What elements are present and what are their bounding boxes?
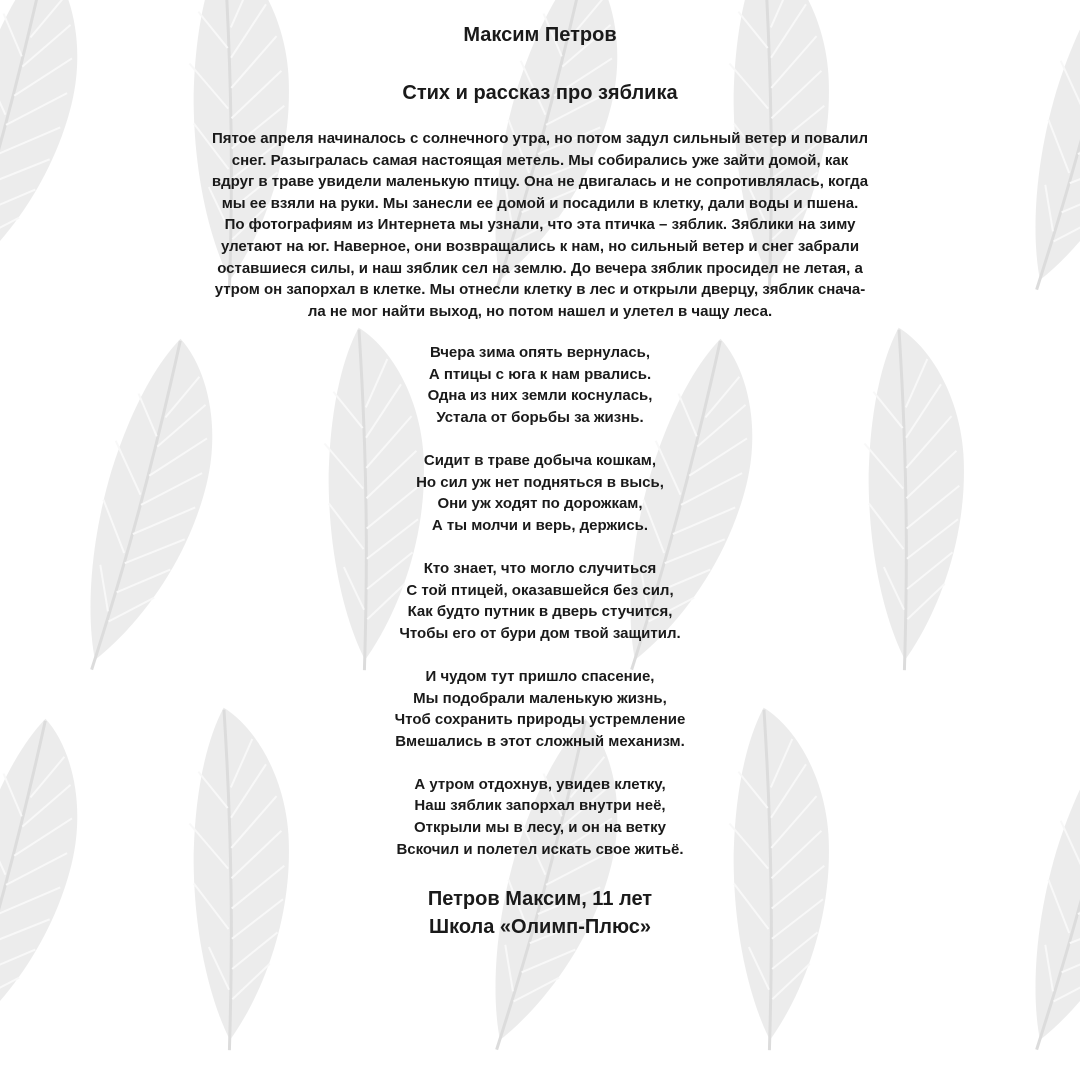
poem-stanza [0,666,1080,752]
poem-stanza [0,450,1080,536]
poem-line: А утром отдохнув, увидев клетку, [414,775,666,793]
signature-author: Петров Максим, 11 лет [427,888,653,910]
poem-line: Чтобы его от бури дом твой защитил. [399,624,681,642]
document-title: Стих и рассказ про зяблика [402,82,678,104]
signature [0,885,1080,941]
poem-stanza [0,774,1080,860]
poem-line: Как будто путник в дверь стучится, [407,603,673,621]
poem-line: А ты молчи и верь, держись. [431,516,649,534]
poem-line: Вскочил и полетел искать свое житьё. [396,840,684,858]
signature-school: Школа «Олимп-Плюс» [428,916,652,938]
poem-line: Вчера зима опять вернулась, [429,344,651,361]
story-paragraph [190,128,890,322]
story-line: Пятое апреля начиналось с солнечного утра, но потом задул сильный ветер и повалил [211,130,869,147]
poem-stanza [0,558,1080,644]
poem [0,342,1080,882]
story-line: мы ее взяли на руки. Мы занесли ее домой и посадили в клетку, дали воды и пшена. [221,194,859,212]
poem-line: Вмешались в этот сложный механизм. [395,732,685,750]
poem-line: Они уж ходят по дорожкам, [437,495,643,513]
story-line: утром он запорхал в клетке. Мы отнесли клетку в лес и открыли дверцу, зяблик снача- [214,281,866,299]
poem-line: Устала от борьбы за жизнь. [436,408,644,426]
poem-line: Одна из них земли коснулась, [427,387,653,405]
poem-line: Наш зяблик запорхал внутри неё, [414,797,666,815]
poem-line: Мы подобрали маленькую жизнь, [413,689,667,707]
poem-line: А птицы с юга к нам рвались. [428,365,652,383]
poem-line: Открыли мы в лесу, и он на ветку [414,819,666,837]
author-name: Максим Петров [463,24,617,46]
story-line: оставшиеся силы, и наш зяблик сел на землю. До вечера зяблик просидел не летая, а [217,259,863,277]
poem-line: Сидит в траве добыча кошкам, [423,451,657,469]
poem-line: Но сил уж нет подняться в высь, [416,473,664,491]
story-line: улетают на юг. Наверное, они возвращались к нам, но сильный ветер и снег забрали [220,237,860,255]
poem-stanza [0,342,1080,428]
poem-line: И чудом тут пришло спасение, [425,667,655,685]
story-line: вдруг в траве увидели маленькую птицу. Она не двигалась и не сопротивлялась, когда [211,173,869,191]
poem-line: С той птицей, оказавшейся без сил, [406,581,674,599]
story-line: По фотографиям из Интернета мы узнали, что эта птичка – зяблик. Зяблики на зиму [224,216,856,234]
story-line: снег. Разыгралась самая настоящая метель. Мы собирались уже зайти домой, как [231,151,849,169]
poem-line: Кто знает, что могло случиться [423,559,657,577]
story-line: ла не мог найти выход, но потом нашел и улетел в чащу леса. [307,302,773,320]
poem-line: Чтоб сохранить природы устремление [394,711,686,729]
